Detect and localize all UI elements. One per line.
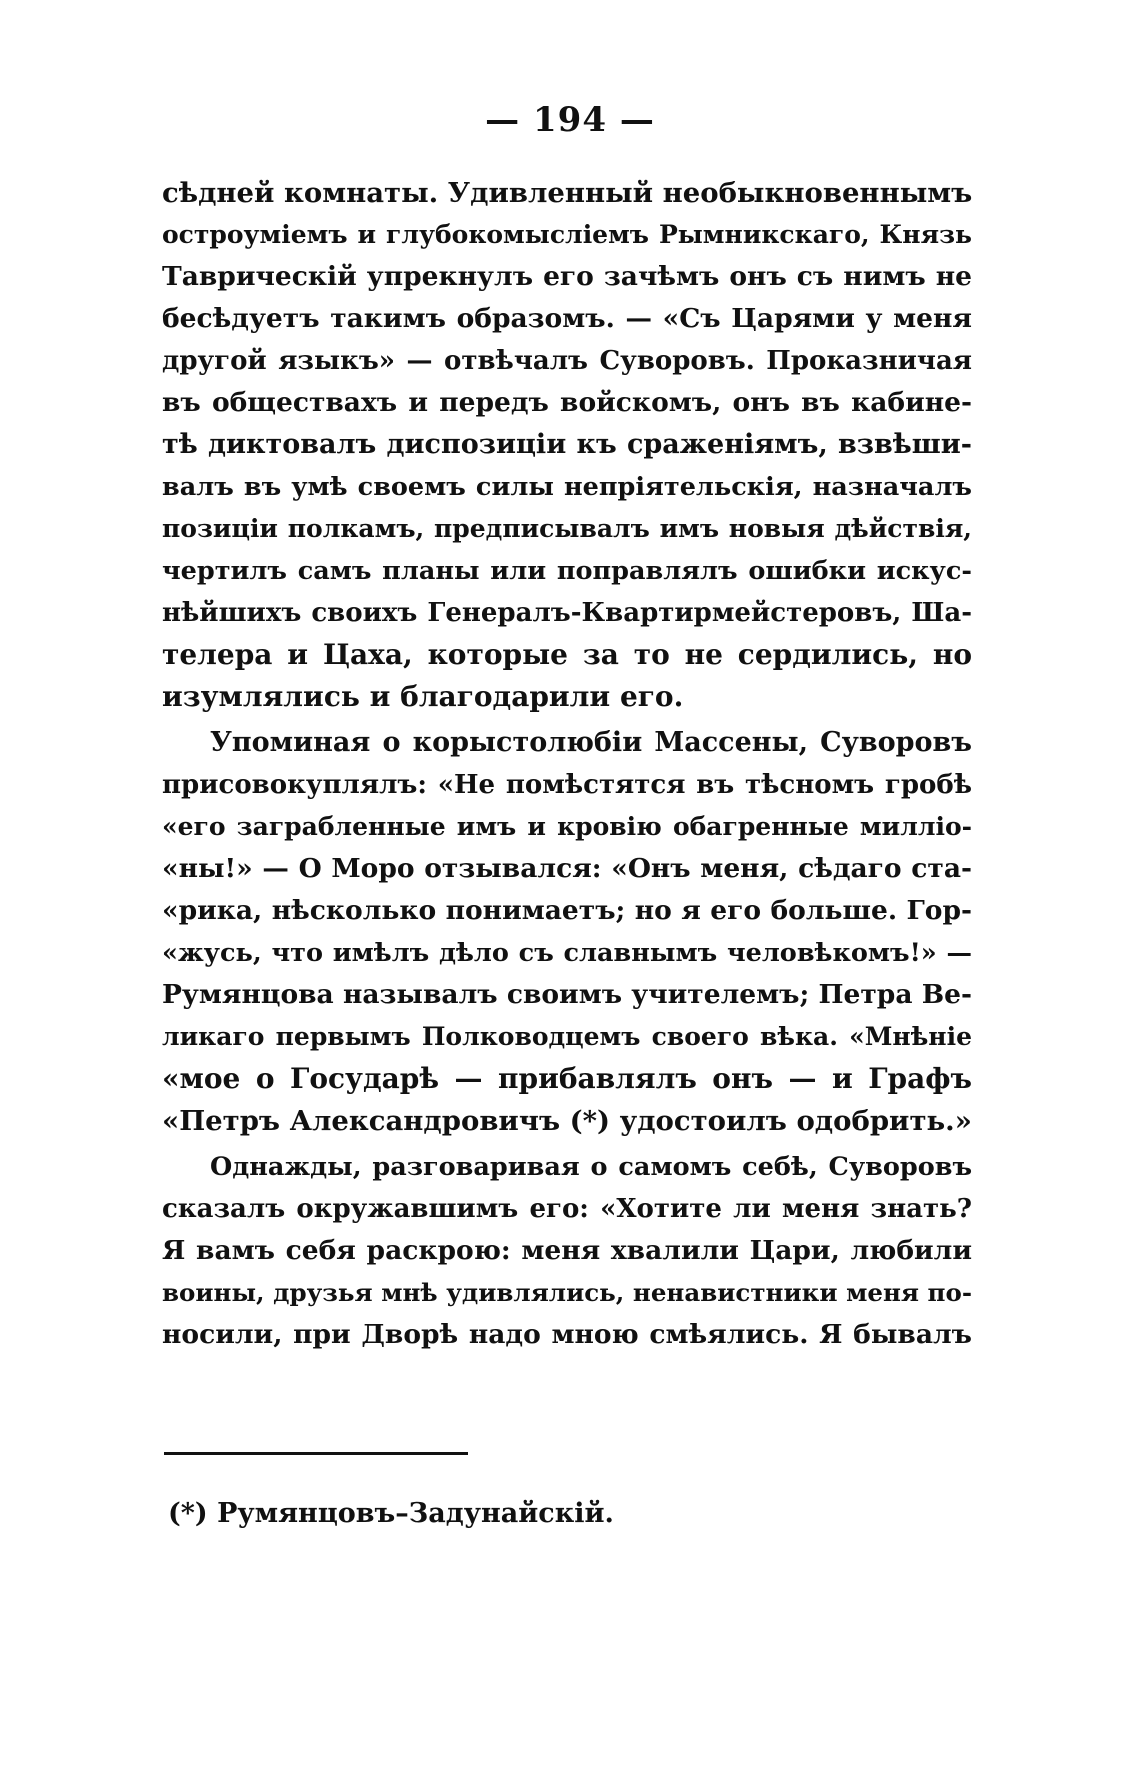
text-line: носили, при Дворѣ надо мною смѣялись. Я бывалъ xyxy=(162,1319,972,1350)
text-line: тѣ диктовалъ диспозицiи къ сраженiямъ, взвѣши- xyxy=(162,429,972,460)
text-line: бесѣдуетъ такимъ образомъ. — «Съ Царями у меня xyxy=(162,303,972,334)
text-line: Таврическiй упрекнулъ его зачѣмъ онъ съ нимъ не xyxy=(162,261,972,292)
text-line: изумлялись и благодарили его. xyxy=(162,680,684,713)
footnote-divider xyxy=(164,1452,468,1455)
page-number: — 194 — xyxy=(485,100,655,140)
text-line: нѣйшихъ своихъ Генералъ-Квартирмейстеровъ, Ша- xyxy=(162,598,972,628)
text-line: «мое о Государѣ — прибавлялъ онъ — и Графъ xyxy=(162,1062,972,1095)
text-line: остроумiемъ и глубокомыслiемъ Рымникскаго, Князь xyxy=(162,220,972,249)
text-line: «жусь, что имѣлъ дѣло съ славнымъ человѣкомъ!» — xyxy=(162,938,972,968)
text-line: сѣдней комнаты. Удивленный необыкновеннымъ xyxy=(162,177,973,209)
text-line: «его заграбленные имъ и кровiю обагренные миллiо- xyxy=(162,812,972,841)
text-line: валъ въ умѣ своемъ силы непрiятельскiя, назначалъ xyxy=(162,472,972,502)
body-text xyxy=(162,172,972,1356)
text-line: въ обществахъ и передъ войскомъ, онъ въ кабине- xyxy=(162,387,972,418)
text-line: присовокуплялъ: «Не помѣстятся въ тѣсномъ гробѣ xyxy=(162,770,972,800)
footnote: (*) Румянцовъ–Задунайскiй. xyxy=(168,1498,614,1529)
text-line: позицiи полкамъ, предписывалъ имъ новыя дѣйствiя, xyxy=(162,514,972,543)
text-line: другой языкъ» — отвѣчалъ Суворовъ. Проказничая xyxy=(162,346,972,376)
text-line: телера и Цаха, которые за то не сердились, но xyxy=(162,638,972,671)
text-line: сказалъ окружавшимъ его: «Хотите ли меня знать? xyxy=(162,1194,972,1224)
text-line: Румянцова называлъ своимъ учителемъ; Петра Ве- xyxy=(162,979,972,1010)
text-line: Однажды, разговаривая о самомъ себѣ, Суворовъ xyxy=(210,1152,972,1182)
text-line: «ны!» — О Моро отзывался: «Онъ меня, сѣдаго ста- xyxy=(162,853,972,884)
text-line: ликаго первымъ Полководцемъ своего вѣка. «Мнѣнiе xyxy=(162,1022,972,1051)
text-line: Упоминая о корыстолюбiи Массены, Суворовъ xyxy=(210,727,972,758)
text-line: воины, друзья мнѣ удивлялись, ненавистники меня по- xyxy=(162,1278,972,1307)
text-line: «рика, нѣсколько понимаетъ; но я его больше. Гор- xyxy=(162,895,972,926)
text-line: Я вамъ себя раскрою: меня хвалили Цари, любили xyxy=(162,1235,972,1266)
text-line: чертилъ самъ планы или поправлялъ ошибки искус- xyxy=(162,556,972,586)
text-line: «Петръ Александровичъ (*) удостоилъ одобрить.» xyxy=(162,1105,972,1137)
